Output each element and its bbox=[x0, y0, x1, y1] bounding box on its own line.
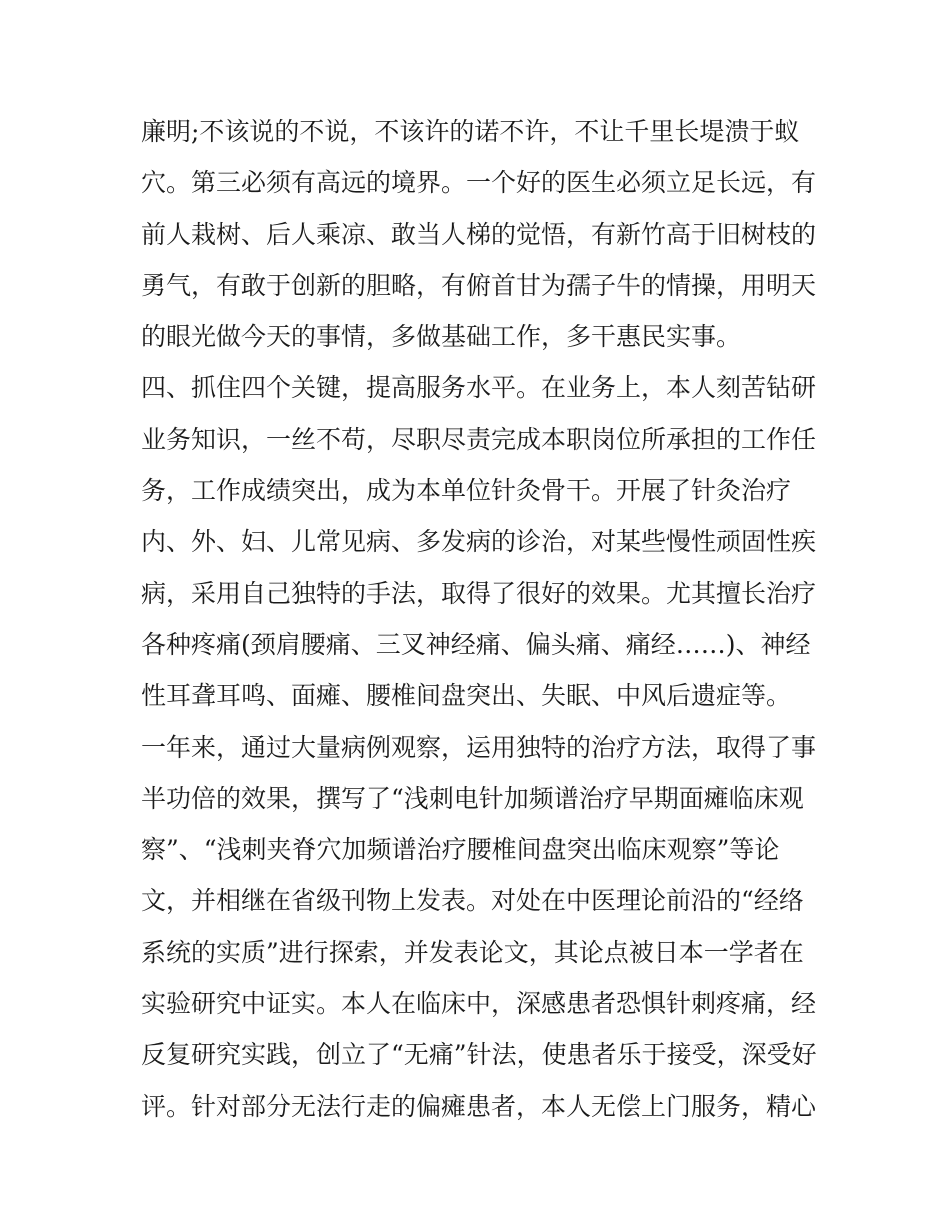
text-line: 的眼光做今天的事情，多做基础工作，多干惠民实事。 bbox=[141, 322, 742, 352]
text-line: 评。针对部分无法行走的偏瘫患者，本人无偿上门服务，精心 bbox=[141, 1091, 817, 1121]
text-line: 前人栽树、后人乘凉、敢当人梯的觉悟，有新竹高于旧树枝的 bbox=[141, 219, 817, 249]
text-line: 四、抓住四个关键，提高服务水平。在业务上，本人刻苦钻研 bbox=[141, 373, 817, 403]
text-line: 系统的实质”进行探索，并发表论文，其论点被日本一学者在 bbox=[141, 937, 804, 967]
text-line: 廉明;不该说的不说，不该许的诺不许，不让千里长堤溃于蚁 bbox=[141, 117, 800, 146]
text-line: 一年来，通过大量病例观察，运用独特的治疗方法，取得了事 bbox=[141, 732, 817, 762]
text-line: 勇气，有敢于创新的胆略，有俯首甘为孺子牛的情操，用明天 bbox=[141, 270, 817, 300]
text-line: 文，并相继在省级刊物上发表。对处在中医理论前沿的“经络 bbox=[141, 886, 804, 916]
text-line: 病，采用自己独特的手法，取得了很好的效果。尤其擅长治疗 bbox=[141, 578, 817, 608]
text-line: 业务知识，一丝不苟，尽职尽责完成本职岗位所承担的工作任 bbox=[141, 424, 817, 454]
text-line: 各种疼痛(颈肩腰痛、三叉神经痛、偏头痛、痛经……)、神经 bbox=[141, 629, 811, 659]
text-line: 务，工作成绩突出，成为本单位针灸骨干。开展了针灸治疗 bbox=[141, 476, 792, 506]
text-line: 反复研究实践，创立了“无痛”针法，使患者乐于接受，深受好 bbox=[141, 1040, 817, 1070]
text-line: 半功倍的效果，撰写了“浅刺电针加频谱治疗早期面瘫临床观 bbox=[141, 783, 804, 813]
body-text bbox=[141, 106, 841, 1132]
text-line: 内、外、妇、儿常见病、多发病的诊治，对某些慢性顽固性疾 bbox=[141, 527, 817, 557]
text-line: 实验研究中证实。本人在临床中，深感患者恐惧针刺疼痛，经 bbox=[141, 989, 817, 1019]
text-line: 察”、“浅刺夹脊穴加频谱治疗腰椎间盘突出临床观察”等论 bbox=[141, 835, 780, 865]
text-line: 性耳聋耳鸣、面瘫、腰椎间盘突出、失眠、中风后遗症等。 bbox=[141, 681, 792, 711]
text-line: 穴。第三必须有高远的境界。一个好的医生必须立足长远，有 bbox=[141, 168, 817, 198]
